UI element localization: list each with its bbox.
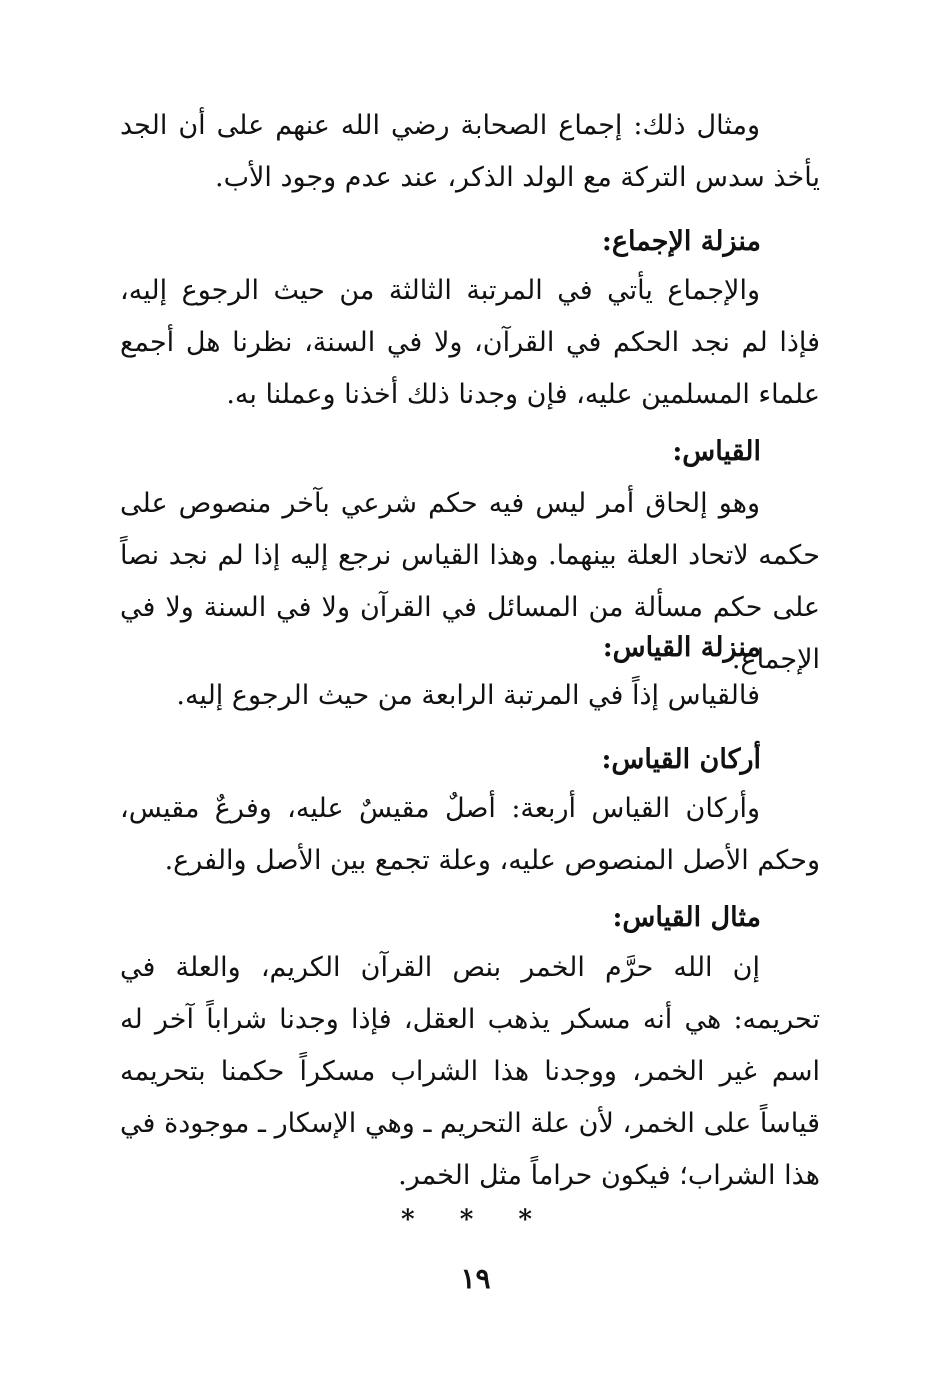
paragraph-ijma-rank: والإجماع يأتي في المرتبة الثالثة من حيث الرجوع إليه، فإذا لم نجد الحكم في القرآن، ولا في السنة، نظرنا هل أجمع علماء المسلمين عليه، فإن وجدنا ذلك أخذنا وعملنا به.: [120, 275, 820, 410]
heading-qiyas-rank: منزلة القياس:: [602, 632, 761, 663]
heading-qiyas: القياس:: [672, 436, 761, 467]
page-number: ١٩: [460, 1262, 491, 1295]
paragraph-qiyas-definition: وهو إلحاق أمر ليس فيه حكم شرعي بآخر منصوص على حكمه لاتحاد العلة بينهما. وهذا القياس نرجع إليه إذا لم نجد نصاً على حكم مسألة من المسائل في القرآن ولا في السنة ولا في الإجماع.: [120, 488, 820, 675]
paragraph-qiyas-rank: فالقياس إذاً في المرتبة الرابعة من حيث الرجوع إليه.: [176, 680, 760, 711]
paragraph-ijma-example: ومثال ذلك: إجماع الصحابة رضي الله عنهم على أن الجد يأخذ سدس التركة مع الولد الذكر، عند عدم وجود الأب.: [120, 110, 820, 193]
paragraph-qiyas-pillars: وأركان القياس أربعة: أصلٌ مقيسٌ عليه، وفرعٌ مقيس، وحكم الأصل المنصوص عليه، وعلة تجمع بين الأصل والفرع.: [120, 793, 820, 876]
heading-qiyas-pillars: أركان القياس:: [601, 744, 761, 775]
paragraph-qiyas-example: إن الله حرَّم الخمر بنص القرآن الكريم، والعلة في تحريمه: هي أنه مسكر يذهب العقل، فإذا وجدنا شراباً آخر له اسم غير الخمر، ووجدنا هذا الشراب مسكراً حكمنا بتحريمه قياساً على الخمر، لأن علة التحريم ـ وهي الإسكار ـ موجودة في هذا الشراب؛ فيكون حراماً مثل الخمر.: [120, 952, 820, 1191]
section-separator: * * *: [401, 1205, 550, 1235]
heading-qiyas-example: مثال القياس:: [612, 902, 761, 933]
heading-ijma-rank: منزلة الإجماع:: [601, 226, 761, 257]
